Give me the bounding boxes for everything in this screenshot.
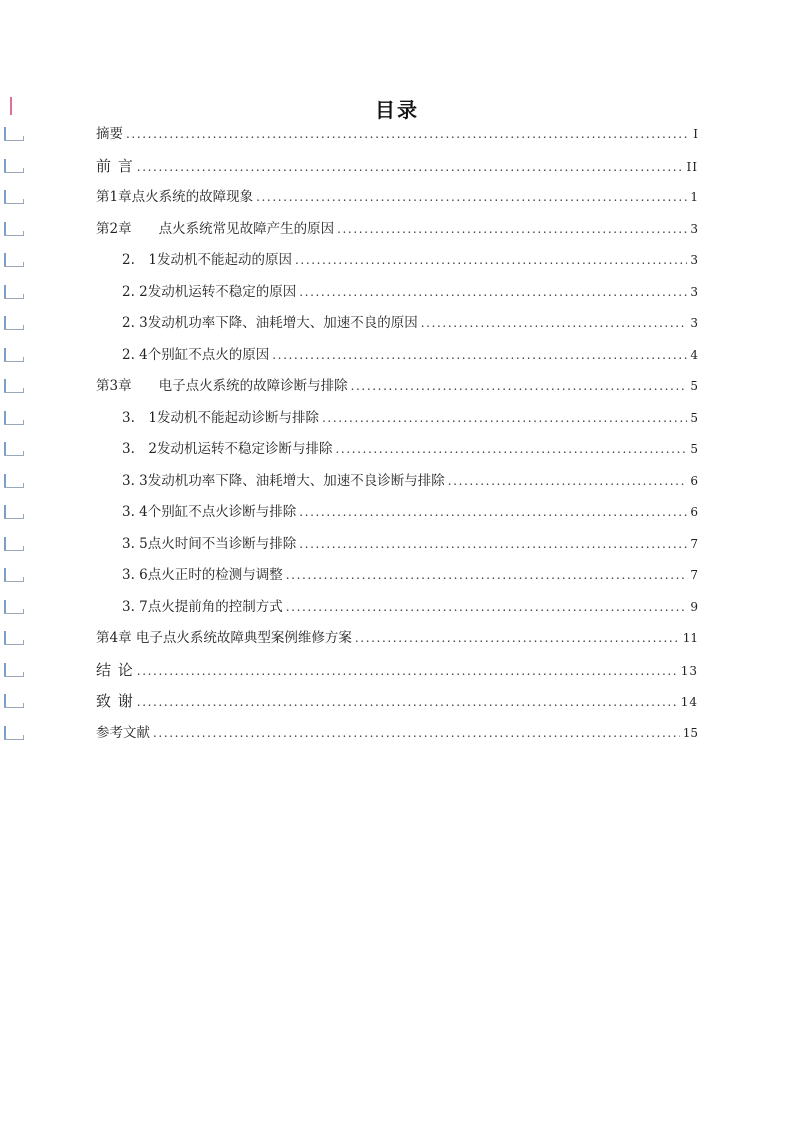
dot-leader <box>256 187 687 207</box>
toc-entry-link[interactable] <box>96 691 698 711</box>
toc-row <box>0 213 794 245</box>
toc-page-number: 5 <box>690 410 698 425</box>
toc-entry-label: 3. 5点火时间不当诊断与排除 <box>122 535 297 552</box>
bookmark-icon <box>4 222 24 236</box>
toc-page-number: I <box>693 127 698 141</box>
toc-entry-link[interactable] <box>96 628 698 648</box>
toc-page-number: 11 <box>682 631 698 645</box>
toc-page-number: 7 <box>690 536 698 551</box>
dot-leader <box>299 502 687 522</box>
bookmark-icon <box>4 253 24 267</box>
bookmark-icon <box>4 505 24 519</box>
toc-page-number: 3 <box>690 284 698 299</box>
toc-page-number: 4 <box>690 347 698 362</box>
bookmark-icon <box>4 285 24 299</box>
toc-entry-label: 2. 2发动机运转不稳定的原因 <box>122 283 297 300</box>
toc-row <box>0 465 794 497</box>
toc-entry-label: 摘要 <box>96 126 123 142</box>
dot-leader <box>322 408 687 428</box>
toc-row <box>0 307 794 339</box>
toc-page-number: 14 <box>680 695 698 709</box>
bookmark-icon <box>4 442 24 456</box>
bookmark-icon <box>4 316 24 330</box>
toc-entry-link[interactable] <box>122 502 698 522</box>
bookmark-icon <box>4 568 24 582</box>
bookmark-icon <box>4 600 24 614</box>
toc-page-number: 9 <box>690 599 698 614</box>
toc-entry-label: 前 言 <box>96 156 134 175</box>
toc-entry-link[interactable] <box>96 376 698 396</box>
bookmark-icon <box>4 127 24 141</box>
toc-row <box>0 591 794 623</box>
dot-leader <box>137 157 684 177</box>
toc-entry-label: 参考文献 <box>96 724 150 741</box>
bookmark-icon <box>4 631 24 645</box>
toc-entry-link[interactable] <box>122 408 698 428</box>
toc-page-number: 3 <box>690 316 698 330</box>
toc-row <box>0 685 794 717</box>
toc-entry-link[interactable] <box>122 282 698 302</box>
toc-entry-label: 3. 6点火正时的检测与调整 <box>122 567 283 583</box>
toc-page-number: II <box>686 159 698 174</box>
dot-leader <box>335 439 687 459</box>
dot-leader <box>351 376 688 396</box>
bookmark-icon <box>4 190 24 204</box>
toc-row <box>0 622 794 654</box>
toc-row <box>0 181 794 213</box>
toc-page-number: 1 <box>690 190 698 204</box>
toc-row <box>0 244 794 276</box>
toc-row <box>0 150 794 182</box>
dot-leader <box>421 313 688 333</box>
toc-page-number: 3 <box>690 253 698 267</box>
toc-row <box>0 528 794 560</box>
toc-row <box>0 433 794 465</box>
toc-entry-label: 3. 4个别缸不点火诊断与排除 <box>122 504 297 520</box>
bookmark-icon <box>4 537 24 551</box>
bookmark-icon <box>4 379 24 393</box>
toc-entry-label: 第3章 电子点火系统的故障诊断与排除 <box>96 378 348 394</box>
bookmark-icon <box>4 694 24 708</box>
toc-entry-label: 致 谢 <box>96 692 134 710</box>
toc-entry-link[interactable] <box>96 124 698 144</box>
dot-leader <box>137 692 678 712</box>
dot-leader <box>137 661 678 681</box>
dot-leader <box>295 250 687 270</box>
toc-entry-label: 3. 2发动机运转不稳定诊断与排除 <box>122 441 333 457</box>
toc-entry-label: 第4章 电子点火系统故障典型案例维修方案 <box>96 630 352 646</box>
toc-row <box>0 559 794 591</box>
dot-leader <box>272 345 687 365</box>
toc-entry-link[interactable] <box>96 156 698 176</box>
toc-row <box>0 370 794 402</box>
dot-leader <box>299 534 687 554</box>
toc-row <box>0 496 794 528</box>
toc-entry-label: 3. 3发动机功率下降、油耗增大、加速不良诊断与排除 <box>122 472 445 489</box>
toc-page-number: 5 <box>690 442 698 456</box>
toc-row <box>0 118 794 150</box>
dot-leader <box>153 723 680 743</box>
toc-entry-link[interactable] <box>96 723 698 743</box>
bookmark-icon <box>4 348 24 362</box>
toc-entry-link[interactable] <box>122 565 698 585</box>
dot-leader <box>299 282 687 302</box>
dot-leader <box>337 219 687 239</box>
toc-entry-label: 2. 4个别缸不点火的原因 <box>122 346 270 363</box>
toc-entry-label: 2. 1发动机不能起动的原因 <box>122 252 292 268</box>
bookmark-icon <box>4 663 24 677</box>
bookmark-icon <box>4 411 24 425</box>
toc-entry-link[interactable] <box>122 313 698 333</box>
toc-entry-label: 2. 3发动机功率下降、油耗增大、加速不良的原因 <box>122 315 418 331</box>
toc-entry-link[interactable] <box>122 534 698 554</box>
toc-entry-label: 3. 7点火提前角的控制方式 <box>122 598 283 615</box>
dot-leader <box>286 565 688 585</box>
toc-entry-link[interactable] <box>96 660 698 680</box>
toc-row <box>0 717 794 749</box>
bookmark-icon <box>4 159 24 173</box>
dot-leader <box>126 124 690 144</box>
toc-page-number: 3 <box>690 221 698 236</box>
toc-page-number: 6 <box>690 473 698 488</box>
toc-row <box>0 654 794 686</box>
toc-entry-link[interactable] <box>122 439 698 459</box>
dot-leader <box>286 597 688 617</box>
dot-leader <box>448 471 688 491</box>
bookmark-icon <box>4 726 24 740</box>
toc-page-number: 15 <box>682 725 698 740</box>
toc-page-number: 6 <box>690 505 698 519</box>
toc-page-number: 13 <box>680 663 698 678</box>
toc-entry-link[interactable] <box>122 597 698 617</box>
toc-row <box>0 276 794 308</box>
toc-entry-label: 第2章 点火系统常见故障产生的原因 <box>96 220 335 237</box>
toc-row <box>0 402 794 434</box>
toc-entry-link[interactable] <box>122 345 698 365</box>
toc-entry-link[interactable] <box>96 187 698 207</box>
dot-leader <box>355 628 680 648</box>
toc-row <box>0 339 794 371</box>
bookmark-icon <box>4 474 24 488</box>
toc-entry-label: 第1章点火系统的故障现象 <box>96 189 254 205</box>
page-title: 目录 <box>375 98 419 122</box>
toc-page-number: 7 <box>690 568 698 582</box>
toc-page-number: 5 <box>690 379 698 393</box>
toc-entry-label: 结 论 <box>96 660 134 679</box>
toc-entry-link[interactable] <box>122 471 698 491</box>
toc-entry-label: 3. 1发动机不能起动诊断与排除 <box>122 409 319 426</box>
toc-entry-link[interactable] <box>122 250 698 270</box>
toc-entry-link[interactable] <box>96 219 698 239</box>
